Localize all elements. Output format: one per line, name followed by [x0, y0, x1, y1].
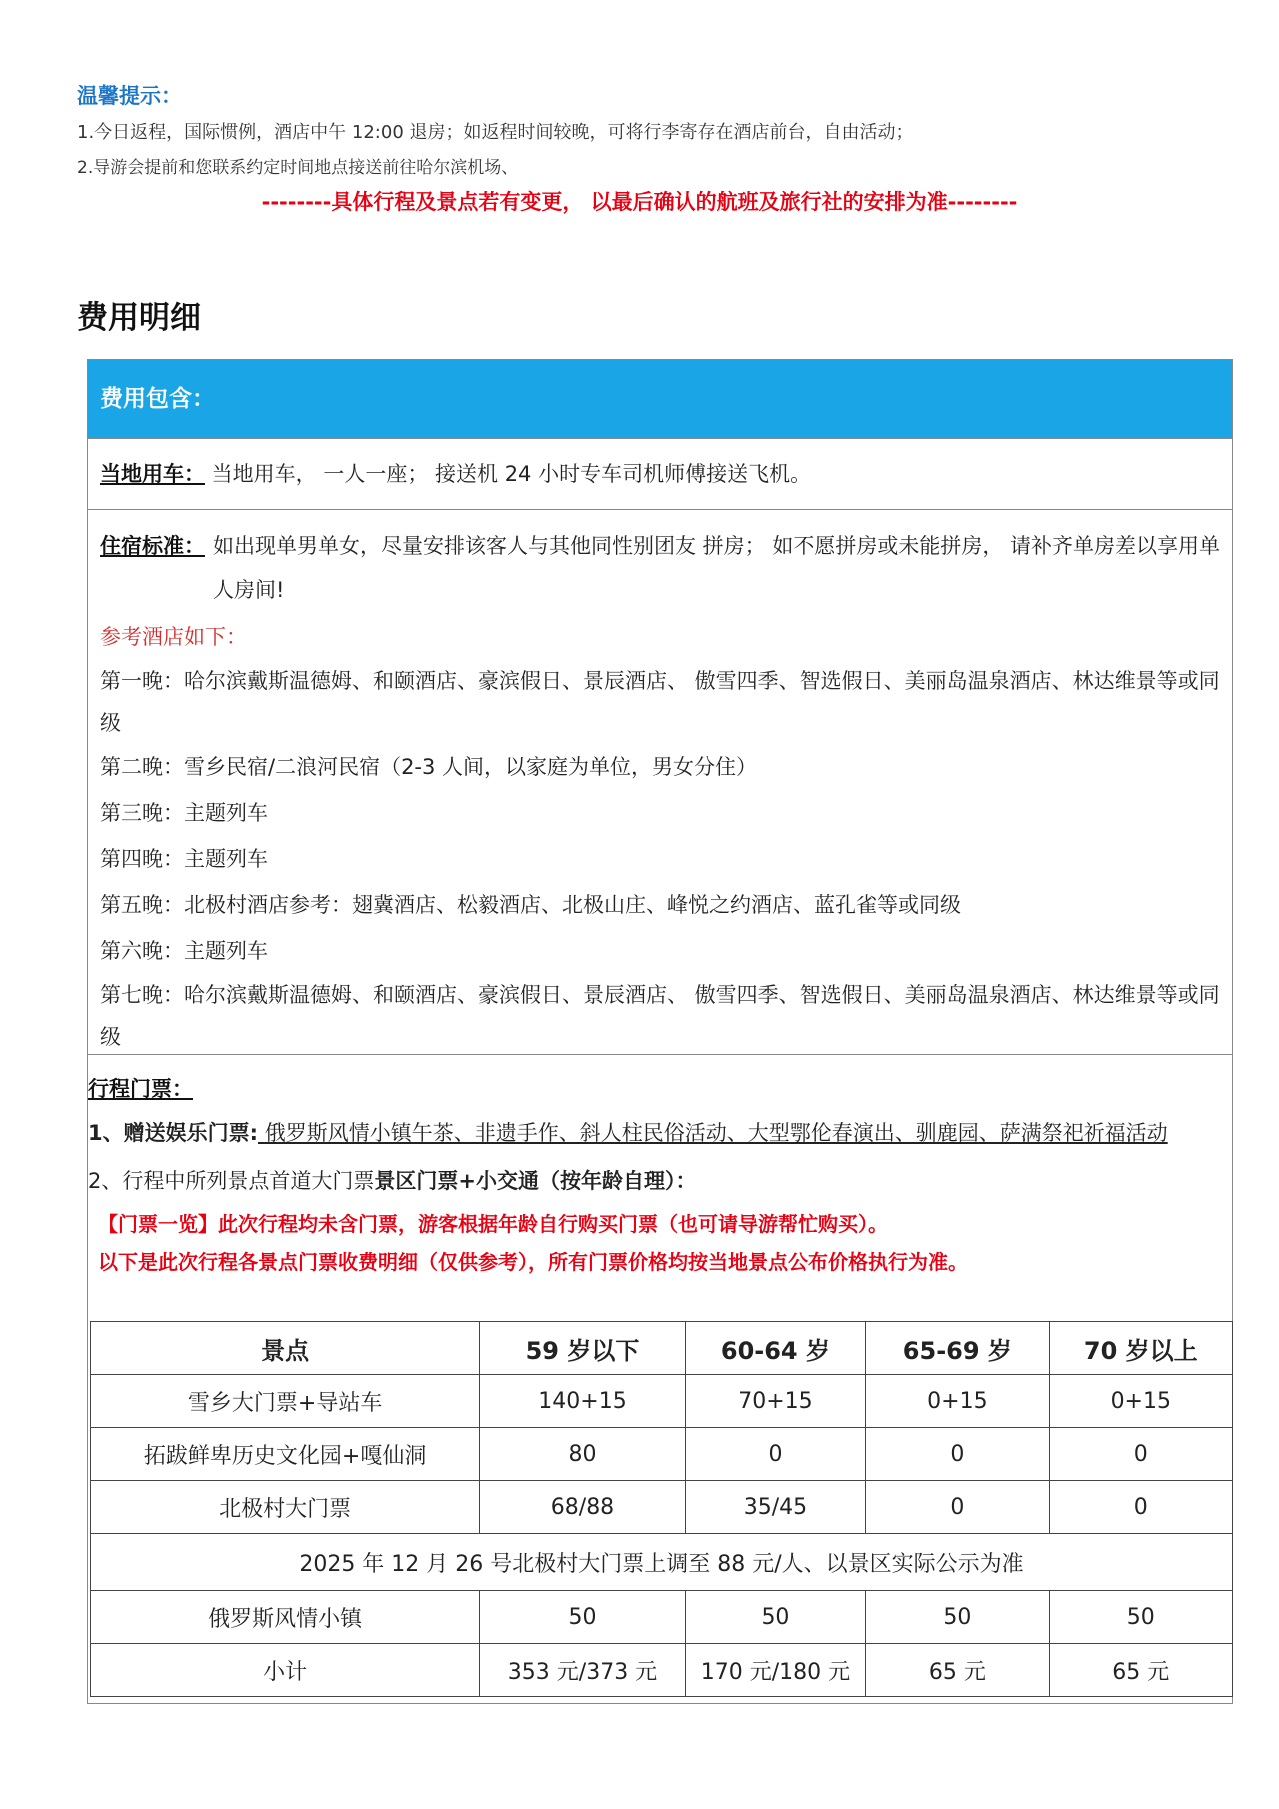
- tickets-price-note: 以下是此次行程各景点门票收费明细（仅供参考），所有门票价格均按当地景点公布价格执行为准。: [98, 1250, 968, 1274]
- night-4: 第四晚：主题列车: [100, 847, 268, 871]
- table-note-row: [91, 1534, 1233, 1591]
- local-car-label: 当地用车：: [100, 462, 205, 486]
- table-cell: 0: [685, 1428, 865, 1481]
- tickets-section: [88, 1055, 1232, 1281]
- table-row: [91, 1591, 1233, 1644]
- accommodation-text: 如出现单男单女，尽量安排该客人与其他同性别团友 拼房； 如不愿拼房或未能拼房， 请补齐单房差以享用单人房间!: [213, 534, 1221, 602]
- table-row: [91, 1375, 1233, 1428]
- table-header: 70 岁以上: [1049, 1322, 1232, 1375]
- tickets-overview-note: 【门票一览】此次行程均未含门票，游客根据年龄自行购买门票（也可请导游帮忙购买）。: [98, 1212, 888, 1236]
- table-cell: 35/45: [685, 1481, 865, 1534]
- table-cell: 雪乡大门票+导站车: [91, 1375, 480, 1428]
- tips-title: 温馨提示：: [77, 84, 182, 108]
- tips-line-1: 1.今日返程，国际惯例，酒店中午 12:00 退房；如返程时间较晚，可将行李寄存在酒店前台，自由活动；: [77, 122, 914, 143]
- table-cell: 140+15: [480, 1375, 685, 1428]
- table-cell: 50: [866, 1591, 1049, 1644]
- night-3: 第三晚：主题列车: [100, 801, 268, 825]
- table-cell: 拓跋鲜卑历史文化园+嘎仙洞: [91, 1428, 480, 1481]
- table-cell: 65 元: [1049, 1644, 1232, 1697]
- gift-tickets-label: 1、赠送娱乐门票:: [88, 1121, 259, 1145]
- night-6: 第六晚：主题列车: [100, 939, 268, 963]
- scenic-tickets-bold: 景区门票+小交通（按年龄自理）：: [374, 1169, 697, 1193]
- local-car-text: 当地用车， 一人一座； 接送机 24 小时专车司机师傅接送飞机。: [205, 462, 812, 486]
- table-row: [91, 1428, 1233, 1481]
- ticket-fee-table: [90, 1321, 1233, 1697]
- table-cell: 70+15: [685, 1375, 865, 1428]
- table-cell: 0: [866, 1481, 1049, 1534]
- night-1: 第一晚：哈尔滨戴斯温德姆、和颐酒店、豪滨假日、景辰酒店、 傲雪四季、智选假日、美丽岛温泉酒店、林达维景等或同级: [100, 669, 1220, 735]
- table-cell: 小计: [91, 1644, 480, 1697]
- gift-tickets-text: 俄罗斯风情小镇午茶、非遗手作、斜人柱民俗活动、大型鄂伦春演出、驯鹿园、萨满祭祀祈福活动: [258, 1121, 1168, 1145]
- section-title-fee-details: 费用明细: [77, 300, 201, 336]
- fee-included-header: 费用包含：: [88, 360, 1232, 439]
- night-7: 第七晚：哈尔滨戴斯温德姆、和颐酒店、豪滨假日、景辰酒店、 傲雪四季、智选假日、美丽岛温泉酒店、林达维景等或同级: [100, 983, 1220, 1049]
- gift-tickets-line: [88, 1109, 1232, 1157]
- scenic-tickets-line: [88, 1157, 1232, 1205]
- table-header-row: [91, 1322, 1233, 1375]
- reference-hotels-label: 参考酒店如下：: [100, 625, 247, 649]
- scenic-tickets-prefix: 2、行程中所列景点首道大门票: [88, 1169, 375, 1193]
- table-cell: 68/88: [480, 1481, 685, 1534]
- accommodation-section: [88, 510, 1232, 1055]
- table-cell: 80: [480, 1428, 685, 1481]
- night-5: 第五晚：北极村酒店参考：翅冀酒店、松毅酒店、北极山庄、峰悦之约酒店、蓝孔雀等或同级: [100, 893, 961, 917]
- night-2: 第二晚：雪乡民宿/二浪河民宿（2-3 人间，以家庭为单位，男女分住）: [100, 755, 758, 779]
- table-cell: 170 元/180 元: [685, 1644, 865, 1697]
- table-note-cell: 2025 年 12 月 26 号北极村大门票上调至 88 元/人、以景区实际公示为准: [91, 1534, 1233, 1591]
- table-cell: 50: [1049, 1591, 1232, 1644]
- local-car-row: [88, 439, 1232, 510]
- accommodation-label: 住宿标准：: [100, 534, 205, 558]
- tickets-title: 行程门票：: [88, 1077, 193, 1101]
- table-cell: 北极村大门票: [91, 1481, 480, 1534]
- table-cell: 0: [1049, 1481, 1232, 1534]
- table-row-subtotal: [91, 1644, 1233, 1697]
- table-cell: 俄罗斯风情小镇: [91, 1591, 480, 1644]
- table-header: 65-69 岁: [866, 1322, 1049, 1375]
- tips-line-2: 2.导游会提前和您联系约定时间地点接送前往哈尔滨机场、: [77, 158, 519, 178]
- itinerary-change-warning: --------具体行程及景点若有变更， 以最后确认的航班及旅行社的安排为准--------: [261, 190, 1018, 214]
- table-cell: 0: [1049, 1428, 1232, 1481]
- table-cell: 0+15: [1049, 1375, 1232, 1428]
- table-cell: 0: [866, 1428, 1049, 1481]
- table-cell: 353 元/373 元: [480, 1644, 685, 1697]
- table-header: 景点: [91, 1322, 480, 1375]
- table-cell: 0+15: [866, 1375, 1049, 1428]
- table-cell: 50: [480, 1591, 685, 1644]
- table-row: [91, 1481, 1233, 1534]
- table-header: 59 岁以下: [480, 1322, 685, 1375]
- table-header: 60-64 岁: [685, 1322, 865, 1375]
- table-cell: 50: [685, 1591, 865, 1644]
- table-cell: 65 元: [866, 1644, 1049, 1697]
